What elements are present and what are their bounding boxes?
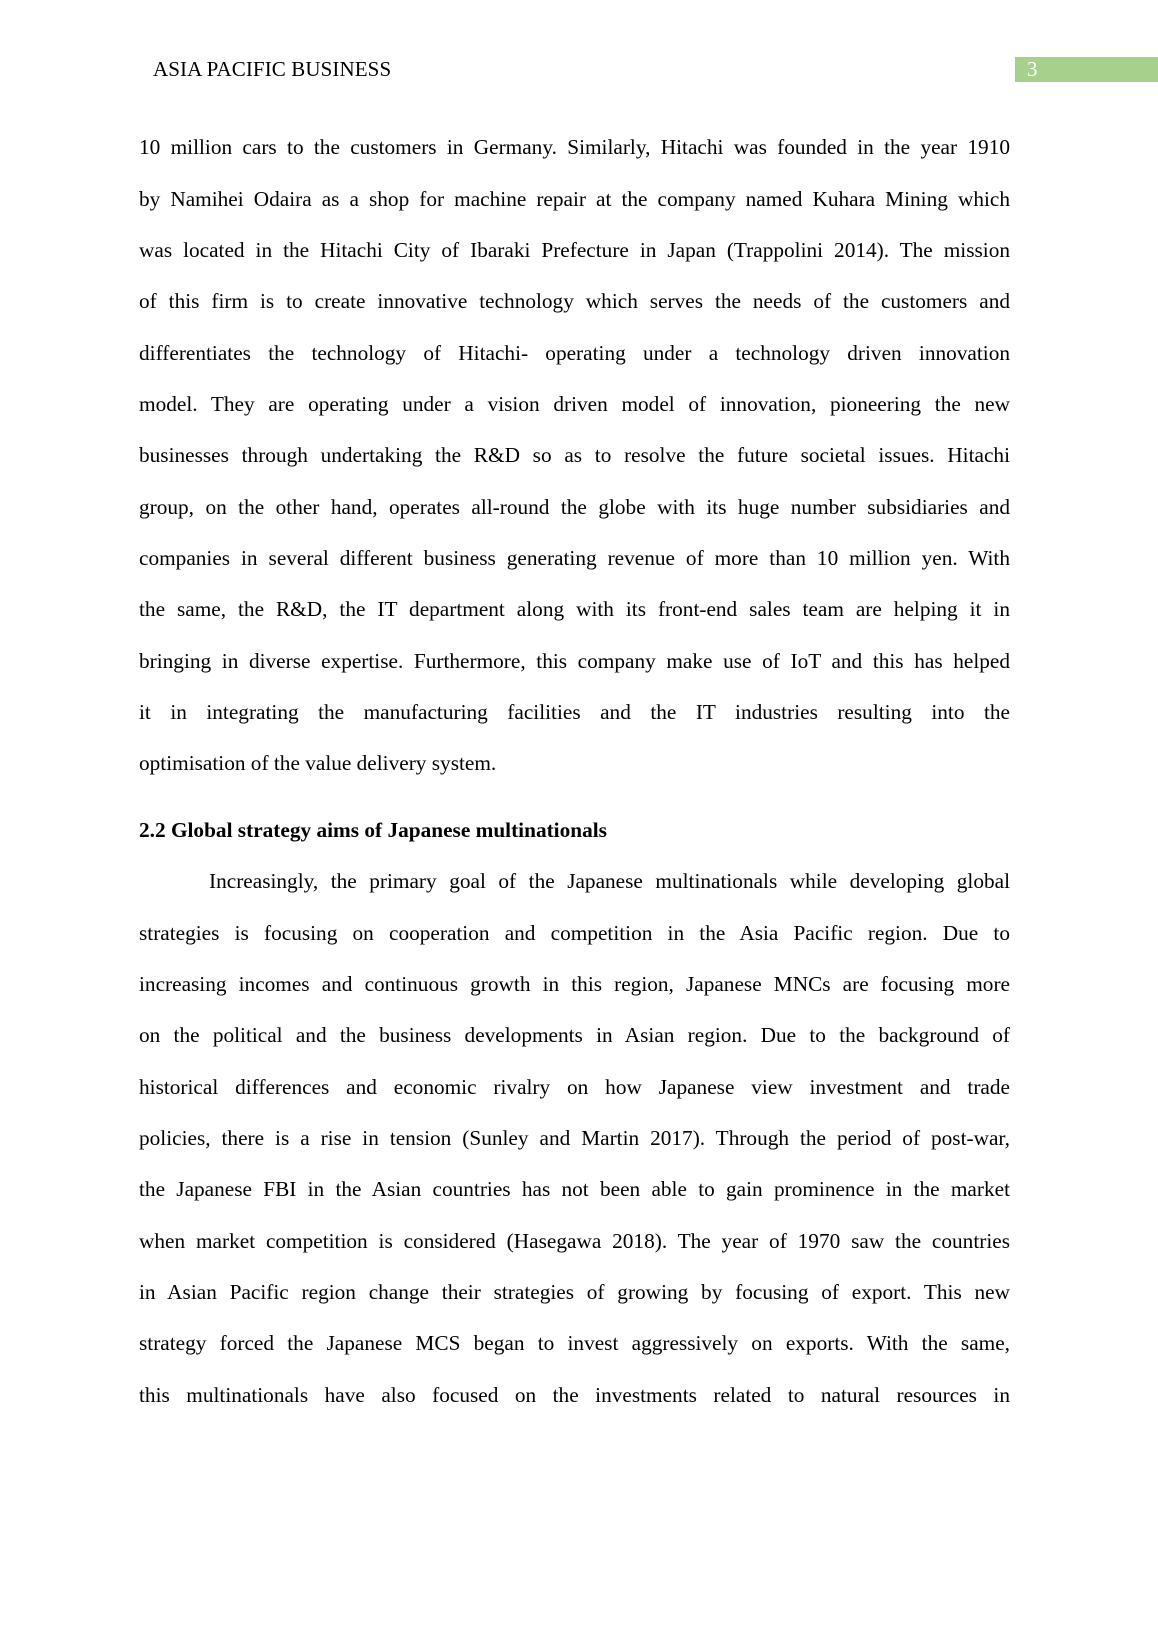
text-line: businesses through undertaking the R&D so as to resolve the future societal issues. Hitachi — [139, 443, 1010, 467]
text-line: policies, there is a rise in tension (Sunley and Martin 2017). Through the period of post-war, — [139, 1126, 1010, 1150]
text-line: group, on the other hand, operates all-round the globe with its huge number subsidiaries and — [139, 495, 1010, 519]
text-line: Increasingly, the primary goal of the Japanese multinationals while developing global — [209, 869, 1010, 893]
page-number: 3 — [1027, 57, 1038, 81]
text-line: historical differences and economic rivalry on how Japanese view investment and trade — [139, 1075, 1010, 1099]
text-line: in Asian Pacific region change their strategies of growing by focusing of export. This new — [139, 1280, 1010, 1304]
page-number-badge — [1015, 57, 1158, 82]
text-line: of this firm is to create innovative technology which serves the needs of the customers and — [139, 289, 1010, 313]
text-line: differentiates the technology of Hitachi- operating under a technology driven innovation — [139, 341, 1010, 365]
text-line: was located in the Hitachi City of Ibaraki Prefecture in Japan (Trappolini 2014). The mission — [139, 238, 1010, 262]
text-line: it in integrating the manufacturing facilities and the IT industries resulting into the — [139, 700, 1010, 724]
text-line: bringing in diverse expertise. Furthermore, this company make use of IoT and this has helped — [139, 649, 1010, 673]
text-line: this multinationals have also focused on the investments related to natural resources in — [139, 1383, 1010, 1407]
running-header-title: ASIA PACIFIC BUSINESS — [153, 57, 392, 81]
text-line: strategy forced the Japanese MCS began to invest aggressively on exports. With the same, — [139, 1331, 1010, 1355]
text-line: model. They are operating under a vision driven model of innovation, pioneering the new — [139, 392, 1010, 416]
text-line: strategies is focusing on cooperation and competition in the Asia Pacific region. Due to — [139, 921, 1010, 945]
text-line: optimisation of the value delivery system. — [139, 751, 497, 775]
text-line: when market competition is considered (Hasegawa 2018). The year of 1970 saw the countries — [139, 1229, 1010, 1253]
text-line: increasing incomes and continuous growth in this region, Japanese MNCs are focusing more — [139, 972, 1010, 996]
text-line: on the political and the business developments in Asian region. Due to the background of — [139, 1023, 1010, 1047]
text-line: 10 million cars to the customers in Germany. Similarly, Hitachi was founded in the year 1910 — [139, 135, 1010, 159]
text-line: companies in several different business generating revenue of more than 10 million yen. With — [139, 546, 1010, 570]
text-line: the same, the R&D, the IT department along with its front-end sales team are helping it in — [139, 597, 1010, 621]
text-line: by Namihei Odaira as a shop for machine repair at the company named Kuhara Mining which — [139, 187, 1010, 211]
text-line: the Japanese FBI in the Asian countries has not been able to gain prominence in the market — [139, 1177, 1010, 1201]
section-heading: 2.2 Global strategy aims of Japanese multinationals — [139, 818, 607, 842]
